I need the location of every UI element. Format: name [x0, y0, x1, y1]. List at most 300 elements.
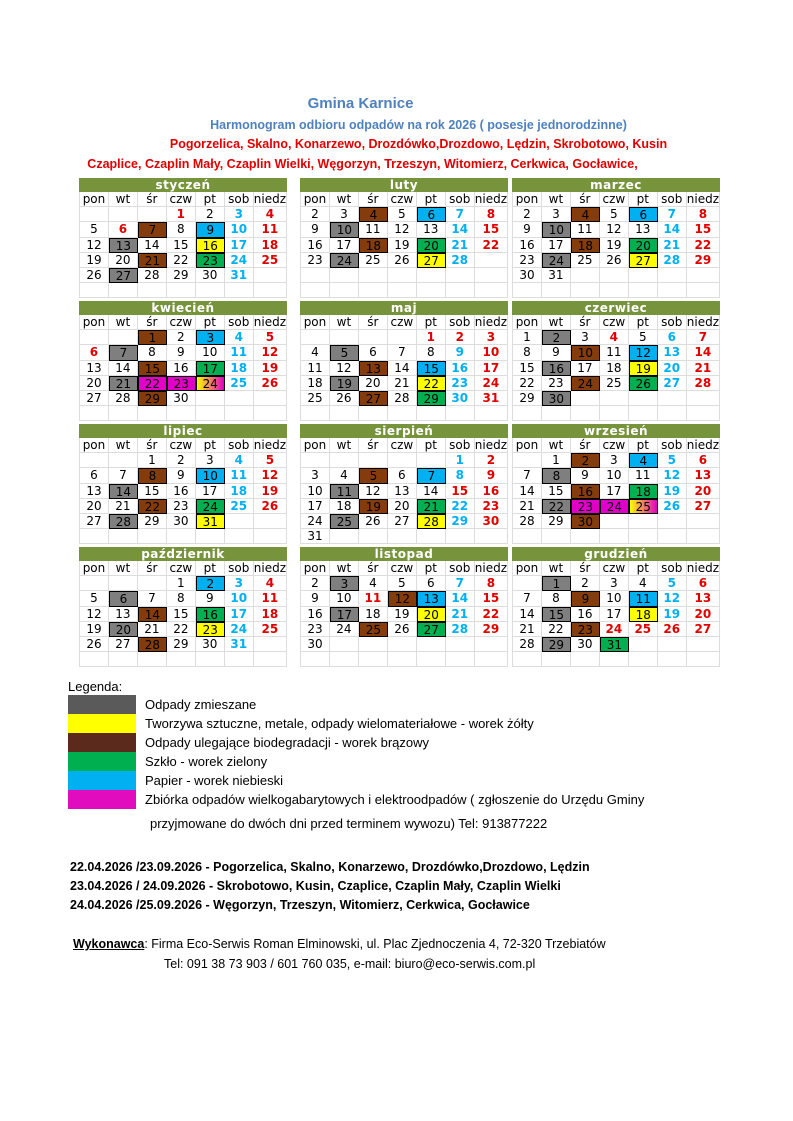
day-cell: 25	[225, 376, 254, 391]
day-cell: 21	[109, 499, 138, 514]
empty-cell	[359, 637, 388, 652]
day-cell: 18	[359, 607, 388, 622]
day-cell: 22	[687, 238, 720, 253]
day-cell: 10	[600, 591, 629, 606]
day-cell: 24	[225, 622, 254, 637]
legend-swatch	[68, 790, 136, 809]
day-cell: 4	[600, 330, 629, 345]
day-cell: 28	[513, 514, 542, 529]
empty-cell	[138, 207, 167, 222]
month-calendar	[79, 301, 287, 421]
empty-cell	[196, 529, 225, 544]
day-cell: 2	[513, 207, 542, 222]
day-cell: 5	[658, 576, 687, 591]
day-name: wt	[109, 438, 138, 453]
empty-cell	[301, 453, 330, 468]
day-name: sob	[446, 438, 475, 453]
day-cell: 4	[629, 453, 658, 468]
day-cell: 16	[301, 238, 330, 253]
empty-cell	[571, 283, 600, 298]
empty-cell	[417, 268, 446, 283]
day-cell: 8	[167, 222, 196, 237]
day-cell: 4	[330, 468, 359, 483]
day-cell: 16	[196, 238, 225, 253]
day-name: pt	[629, 438, 658, 453]
legend-swatch	[68, 771, 136, 790]
day-cell: 9	[571, 468, 600, 483]
day-cell: 19	[388, 607, 417, 622]
day-cell: 23	[196, 622, 225, 637]
empty-cell	[687, 391, 720, 406]
day-cell: 27	[687, 499, 720, 514]
day-name: czw	[167, 561, 196, 576]
day-name: niedz	[474, 561, 507, 575]
day-cell: 26	[658, 499, 687, 514]
day-cell: 21	[388, 376, 417, 391]
contractor-line-2: Tel: 091 38 73 903 / 601 760 035, e-mail: biuro@eco-serwis.com.pl	[164, 957, 536, 971]
day-name: wt	[542, 192, 571, 207]
empty-cell	[254, 529, 287, 544]
day-cell: 19	[359, 499, 388, 514]
empty-cell	[629, 406, 658, 421]
day-cell: 14	[513, 484, 542, 499]
empty-cell	[138, 652, 167, 667]
day-cell: 19	[80, 622, 109, 637]
month-calendar	[512, 178, 720, 298]
day-cell: 12	[80, 607, 109, 622]
day-cell: 23	[167, 376, 196, 391]
day-cell: 5	[80, 222, 109, 237]
day-cell: 22	[167, 622, 196, 637]
day-cell: 8	[542, 468, 571, 483]
day-cell: 12	[600, 222, 629, 237]
empty-cell	[109, 330, 138, 345]
day-cell: 22	[513, 376, 542, 391]
day-cell: 16	[475, 484, 508, 499]
day-cell: 8	[138, 345, 167, 360]
day-cell: 4	[225, 453, 254, 468]
day-name: czw	[600, 192, 629, 207]
empty-cell	[417, 283, 446, 298]
day-cell: 19	[254, 361, 287, 376]
page-title: Gmina Karnice	[307, 95, 414, 112]
day-cell: 7	[658, 207, 687, 222]
day-name: pon	[301, 438, 330, 453]
day-cell: 14	[417, 484, 446, 499]
legend-label: Papier - worek niebieski	[145, 773, 284, 788]
day-name: niedz	[686, 315, 719, 329]
day-cell: 26	[254, 376, 287, 391]
day-cell: 27	[687, 622, 720, 637]
day-cell: 28	[138, 637, 167, 652]
day-cell: 30	[167, 391, 196, 406]
day-cell: 27	[417, 253, 446, 268]
day-name: pt	[629, 561, 658, 576]
day-cell: 18	[330, 499, 359, 514]
month-name: czerwiec	[512, 301, 720, 315]
day-cell: 1	[446, 453, 475, 468]
day-cell: 15	[446, 484, 475, 499]
day-cell: 2	[571, 453, 600, 468]
day-cell: 23	[167, 499, 196, 514]
day-cell: 27	[109, 268, 138, 283]
day-cell: 13	[629, 222, 658, 237]
day-name: pt	[417, 561, 446, 576]
day-cell: 24	[330, 622, 359, 637]
day-cell: 8	[687, 207, 720, 222]
day-cell: 18	[254, 607, 287, 622]
day-cell: 12	[254, 468, 287, 483]
day-cell: 26	[388, 622, 417, 637]
day-cell: 18	[254, 238, 287, 253]
empty-cell	[542, 406, 571, 421]
day-cell: 10	[196, 468, 225, 483]
day-cell: 29	[138, 514, 167, 529]
day-cell: 5	[254, 330, 287, 345]
day-name: śr	[138, 438, 167, 453]
day-cell: 21	[417, 499, 446, 514]
day-cell: 23	[301, 253, 330, 268]
day-cell: 19	[600, 238, 629, 253]
empty-cell	[687, 406, 720, 421]
day-cell: 9	[571, 591, 600, 606]
day-cell: 6	[687, 453, 720, 468]
day-cell: 14	[388, 361, 417, 376]
day-cell: 26	[600, 253, 629, 268]
day-cell: 9	[167, 345, 196, 360]
day-name: sob	[658, 561, 687, 576]
day-name: pt	[417, 315, 446, 330]
day-cell: 1	[167, 207, 196, 222]
empty-cell	[513, 652, 542, 667]
month-name: styczeń	[79, 178, 287, 192]
day-cell: 25	[359, 253, 388, 268]
day-cell: 6	[417, 576, 446, 591]
day-cell: 29	[446, 514, 475, 529]
day-cell: 25	[301, 391, 330, 406]
day-cell: 9	[301, 591, 330, 606]
day-cell: 27	[80, 391, 109, 406]
legend-label: Odpady zmieszane	[145, 697, 257, 712]
empty-cell	[446, 637, 475, 652]
day-cell: 25	[359, 622, 388, 637]
empty-cell	[330, 453, 359, 468]
day-cell: 3	[196, 330, 225, 345]
day-name: wt	[330, 315, 359, 330]
day-cell: 25	[571, 253, 600, 268]
day-cell: 13	[80, 484, 109, 499]
day-cell: 17	[542, 238, 571, 253]
day-cell: 15	[475, 222, 508, 237]
empty-cell	[687, 652, 720, 667]
day-cell: 26	[388, 253, 417, 268]
day-cell: 29	[417, 391, 446, 406]
day-cell: 17	[600, 607, 629, 622]
day-cell: 28	[446, 622, 475, 637]
day-cell: 29	[167, 637, 196, 652]
day-name: śr	[571, 192, 600, 207]
day-cell: 10	[225, 591, 254, 606]
day-cell: 6	[417, 207, 446, 222]
month-name: sierpień	[300, 424, 508, 438]
empty-cell	[109, 207, 138, 222]
day-cell: 13	[109, 607, 138, 622]
day-cell: 11	[225, 345, 254, 360]
day-cell: 30	[196, 637, 225, 652]
day-cell: 24	[301, 514, 330, 529]
day-cell: 14	[138, 607, 167, 622]
empty-cell	[658, 391, 687, 406]
empty-cell	[359, 652, 388, 667]
day-cell: 9	[196, 591, 225, 606]
day-cell: 21	[513, 622, 542, 637]
day-cell: 7	[687, 330, 720, 345]
contractor-line-1	[73, 937, 606, 951]
day-cell: 29	[513, 391, 542, 406]
day-name: śr	[359, 192, 388, 207]
day-cell: 16	[542, 361, 571, 376]
day-name: niedz	[474, 315, 507, 329]
day-name: sob	[446, 192, 475, 207]
day-name: czw	[167, 315, 196, 330]
day-name: pt	[417, 192, 446, 207]
day-cell: 7	[138, 591, 167, 606]
day-cell: 14	[109, 361, 138, 376]
legend-item	[68, 714, 728, 733]
day-cell: 28	[513, 637, 542, 652]
day-cell: 2	[167, 330, 196, 345]
empty-cell	[109, 652, 138, 667]
empty-cell	[658, 268, 687, 283]
day-cell: 26	[330, 391, 359, 406]
empty-cell	[301, 406, 330, 421]
empty-cell	[600, 529, 629, 544]
day-cell: 17	[225, 607, 254, 622]
day-cell: 30	[542, 391, 571, 406]
day-name: niedz	[253, 192, 286, 206]
day-name: wt	[542, 438, 571, 453]
day-cell: 3	[330, 207, 359, 222]
day-name: śr	[571, 438, 600, 453]
day-cell: 28	[138, 268, 167, 283]
empty-cell	[571, 652, 600, 667]
day-cell: 31	[225, 637, 254, 652]
day-cell: 9	[446, 345, 475, 360]
empty-cell	[600, 406, 629, 421]
empty-cell	[301, 330, 330, 345]
day-cell: 24	[542, 253, 571, 268]
day-cell: 3	[475, 330, 508, 345]
empty-cell	[196, 391, 225, 406]
month-calendar	[79, 424, 287, 544]
day-cell: 23	[571, 622, 600, 637]
day-cell: 16	[196, 607, 225, 622]
day-cell: 12	[254, 345, 287, 360]
legend-swatch	[68, 714, 136, 733]
empty-cell	[138, 529, 167, 544]
day-cell: 10	[225, 222, 254, 237]
empty-cell	[571, 529, 600, 544]
legend-swatch	[68, 695, 136, 714]
empty-cell	[629, 514, 658, 529]
day-cell: 10	[571, 345, 600, 360]
month-calendar	[300, 178, 508, 298]
day-cell: 2	[196, 576, 225, 591]
empty-cell	[475, 406, 508, 421]
day-cell: 31	[301, 529, 330, 544]
day-name: sob	[658, 315, 687, 330]
empty-cell	[388, 330, 417, 345]
day-cell: 14	[138, 238, 167, 253]
day-cell: 7	[388, 345, 417, 360]
empty-cell	[330, 529, 359, 544]
day-cell: 16	[167, 361, 196, 376]
day-cell: 5	[600, 207, 629, 222]
day-cell: 14	[446, 591, 475, 606]
day-name: czw	[388, 438, 417, 453]
day-cell: 11	[359, 222, 388, 237]
empty-cell	[600, 268, 629, 283]
day-cell: 30	[571, 637, 600, 652]
empty-cell	[80, 330, 109, 345]
day-cell: 24	[571, 376, 600, 391]
day-cell: 30	[167, 514, 196, 529]
day-cell: 24	[600, 499, 629, 514]
day-cell: 20	[417, 238, 446, 253]
day-name: czw	[388, 192, 417, 207]
empty-cell	[196, 406, 225, 421]
empty-cell	[330, 406, 359, 421]
day-cell: 11	[571, 222, 600, 237]
empty-cell	[388, 268, 417, 283]
day-cell: 8	[542, 591, 571, 606]
day-cell: 15	[167, 607, 196, 622]
empty-cell	[417, 453, 446, 468]
day-cell: 14	[687, 345, 720, 360]
day-cell: 29	[542, 514, 571, 529]
day-cell: 20	[687, 607, 720, 622]
day-cell: 6	[388, 468, 417, 483]
day-cell: 23	[196, 253, 225, 268]
empty-cell	[225, 283, 254, 298]
day-name: niedz	[253, 315, 286, 329]
day-cell: 4	[359, 207, 388, 222]
bulky-date-1: 22.04.2026 /23.09.2026 - Pogorzelica, Skalno, Konarzewo, Drozdówko,Drozdowo, Lędzin	[70, 860, 590, 874]
day-cell: 31	[196, 514, 225, 529]
day-cell: 13	[417, 222, 446, 237]
day-cell: 17	[600, 484, 629, 499]
day-cell: 20	[109, 622, 138, 637]
day-cell: 17	[225, 238, 254, 253]
day-cell: 8	[475, 576, 508, 591]
day-cell: 20	[629, 238, 658, 253]
day-cell: 22	[542, 622, 571, 637]
day-cell: 26	[80, 637, 109, 652]
empty-cell	[658, 652, 687, 667]
day-cell: 18	[571, 238, 600, 253]
day-cell: 11	[629, 591, 658, 606]
empty-cell	[446, 406, 475, 421]
legend-title: Legenda:	[68, 679, 123, 694]
day-cell: 24	[225, 253, 254, 268]
empty-cell	[80, 529, 109, 544]
empty-cell	[446, 283, 475, 298]
day-cell: 26	[658, 622, 687, 637]
day-name: pt	[196, 192, 225, 207]
day-cell: 20	[80, 499, 109, 514]
empty-cell	[225, 529, 254, 544]
day-cell: 13	[359, 361, 388, 376]
day-name: niedz	[253, 438, 286, 452]
empty-cell	[254, 514, 287, 529]
empty-cell	[513, 406, 542, 421]
contractor-label: Wykonawca	[73, 937, 145, 951]
day-cell: 16	[571, 607, 600, 622]
day-cell: 22	[417, 376, 446, 391]
day-cell: 17	[330, 607, 359, 622]
empty-cell	[687, 514, 720, 529]
day-cell: 12	[359, 484, 388, 499]
day-cell: 27	[359, 391, 388, 406]
empty-cell	[475, 637, 508, 652]
day-cell: 25	[629, 499, 658, 514]
day-cell: 26	[80, 268, 109, 283]
day-cell: 27	[109, 637, 138, 652]
empty-cell	[301, 283, 330, 298]
day-cell: 4	[225, 330, 254, 345]
empty-cell	[513, 453, 542, 468]
legend-label: Szkło - worek zielony	[145, 754, 268, 769]
empty-cell	[658, 406, 687, 421]
day-cell: 22	[138, 376, 167, 391]
empty-cell	[254, 637, 287, 652]
empty-cell	[301, 652, 330, 667]
day-cell: 25	[330, 514, 359, 529]
day-name: niedz	[253, 561, 286, 575]
day-cell: 3	[225, 576, 254, 591]
day-cell: 20	[109, 253, 138, 268]
empty-cell	[167, 652, 196, 667]
day-cell: 16	[571, 484, 600, 499]
empty-cell	[167, 283, 196, 298]
day-cell: 15	[167, 238, 196, 253]
day-cell: 10	[542, 222, 571, 237]
month-calendar	[512, 547, 720, 667]
day-cell: 17	[330, 238, 359, 253]
day-cell: 12	[388, 591, 417, 606]
day-name: czw	[600, 438, 629, 453]
day-cell: 27	[629, 253, 658, 268]
day-cell: 9	[196, 222, 225, 237]
day-cell: 13	[687, 591, 720, 606]
day-cell: 13	[658, 345, 687, 360]
month-name: luty	[300, 178, 508, 192]
day-cell: 19	[658, 607, 687, 622]
day-cell: 19	[254, 484, 287, 499]
day-cell: 6	[629, 207, 658, 222]
empty-cell	[446, 529, 475, 544]
month-calendar	[300, 301, 508, 421]
day-cell: 10	[330, 591, 359, 606]
day-cell: 22	[167, 253, 196, 268]
empty-cell	[196, 283, 225, 298]
day-cell: 18	[629, 484, 658, 499]
day-name: pon	[301, 192, 330, 207]
day-cell: 20	[359, 376, 388, 391]
day-cell: 1	[513, 330, 542, 345]
day-name: niedz	[686, 438, 719, 452]
day-cell: 6	[658, 330, 687, 345]
